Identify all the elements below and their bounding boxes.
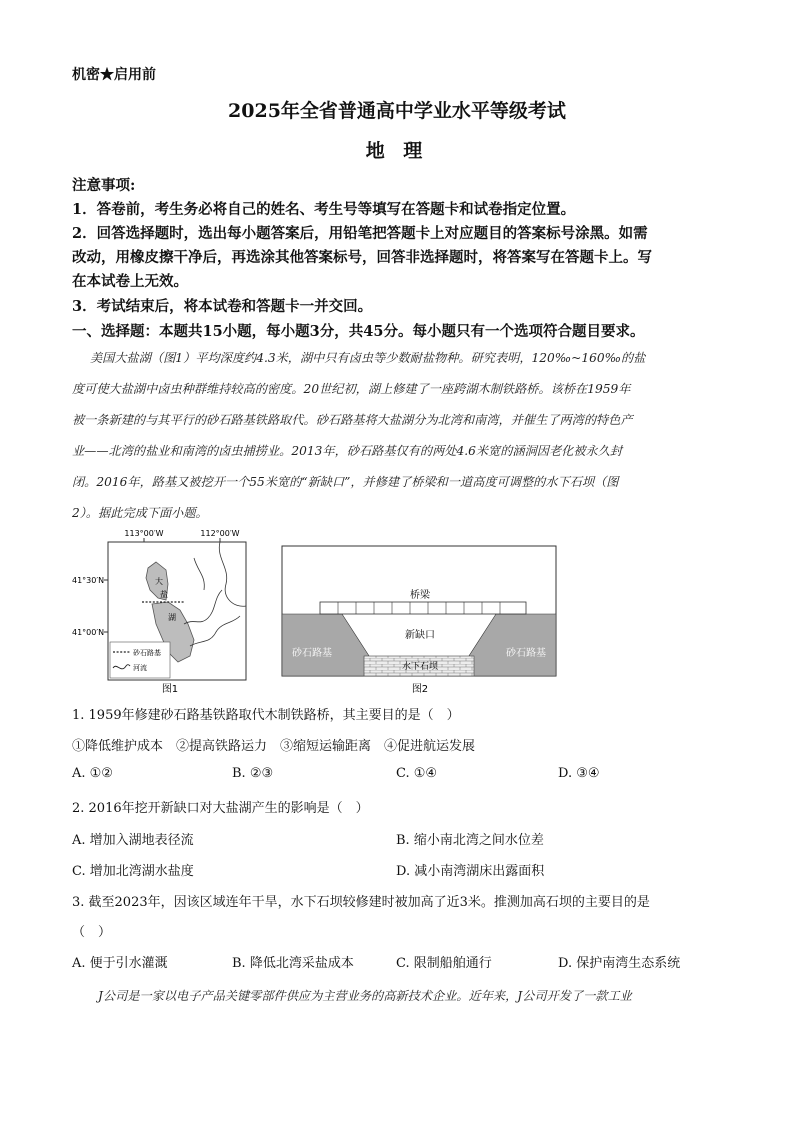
question-1-statements: ①降低维护成本 ②提高铁路运力 ③缩短运输距离 ④促进航运发展 xyxy=(72,739,476,754)
figure1-caption: 图1 xyxy=(161,684,179,695)
q3-option-c: C. 限制船舶通行 xyxy=(396,956,492,971)
q2-option-d: D. 减小南湾湖床出露面积 xyxy=(396,864,545,879)
q3-option-d: D. 保护南湾生态系统 xyxy=(558,956,681,971)
passage1-line-5: 闭。2016年，路基又被挖开一个55米宽的“新缺口”，并修建了桥梁和一道高度可调整的水下石坝（图 xyxy=(72,475,619,489)
passage1-line-3: 被一条新建的与其平行的砂石路基铁路取代。砂石路基将大盐湖分为北湾和南湾，并催生了两湾的特色产 xyxy=(72,413,633,427)
passage1-line-2: 度可使大盐湖中卤虫种群维持较高的密度。20世纪初，湖上修建了一座跨湖木制铁路桥。该桥在1959年 xyxy=(72,382,631,396)
figure2-diagram xyxy=(280,544,570,698)
q3-option-b: B. 降低北湾采盐成本 xyxy=(232,956,354,971)
q3-option-a: A. 便于引水灌溉 xyxy=(72,956,168,971)
figure2-caption: 图2 xyxy=(411,684,429,695)
lat-label-4130: 41°30′N xyxy=(72,576,105,585)
question-3-stem: 3. 截至2023年，因该区域连年干旱，水下石坝较修建时被加高了近3米。推测加高石坝的主要目的是 xyxy=(72,895,650,910)
confidential-mark: 机密★启用前 xyxy=(72,67,156,83)
notice-line-1: 1．答卷前，考生务必将自己的姓名、考生号等填写在答题卡和试卷指定位置。 xyxy=(72,201,576,218)
question-2-stem: 2. 2016年挖开新缺口对大盐湖产生的影响是（ ） xyxy=(72,801,369,816)
q2-option-b: B. 缩小南北湾之间水位差 xyxy=(396,833,544,848)
gap-label: 新缺口 xyxy=(405,630,435,641)
question-1-stem: 1. 1959年修建砂石路基铁路取代木制铁路桥，其主要目的是（ ） xyxy=(72,708,460,723)
right-base-label: 砂石路基 xyxy=(506,648,546,659)
notice-heading: 注意事项: xyxy=(72,177,136,194)
legend-river-label: 河流 xyxy=(133,664,147,672)
bridge-label: 桥梁 xyxy=(410,590,430,601)
q1-option-d: D. ③④ xyxy=(558,766,600,781)
notice-line-4: 在本试卷上无效。 xyxy=(72,273,188,290)
lon-label-112: 112°00′W xyxy=(200,529,240,538)
legend-causeway-label: 砂石路基 xyxy=(133,649,161,657)
q1-option-a: A. ①② xyxy=(72,766,113,781)
figure1-map xyxy=(72,528,260,698)
map-legend xyxy=(110,642,170,678)
notice-line-5: 3．考试结束后，将本试卷和答题卡一并交回。 xyxy=(72,298,373,315)
notice-line-2: 2．回答选择题时，选出每小题答案后，用铅笔把答题卡上对应题目的答案标号涂黑。如需 xyxy=(72,225,648,242)
left-base-label: 砂石路基 xyxy=(292,648,332,659)
bridge-deck xyxy=(320,602,526,614)
lon-label-113: 113°00′W xyxy=(124,529,164,538)
section1-heading: 一、选择题：本题共15小题，每小题3分，共45分。每小题只有一个选项符合题目要求。 xyxy=(72,323,645,340)
exam-subject: 地 理 xyxy=(365,140,429,162)
q1-option-b: B. ②③ xyxy=(232,766,274,781)
q2-option-c: C. 增加北湾湖水盐度 xyxy=(72,864,194,879)
q2-option-a: A. 增加入湖地表径流 xyxy=(72,833,194,848)
notice-line-3: 改动，用橡皮擦干净后，再选涂其他答案标号，回答非选择题时，将答案写在答题卡上。写 xyxy=(72,249,652,266)
lake-label-2: 盐 xyxy=(160,590,168,599)
passage1-line-1: 美国大盐湖（图1）平均深度约4.3米，湖中只有卤虫等少数耐盐物种。研究表明，120‰~160‰的盐 xyxy=(90,351,646,365)
passage1-line-6: 2）。据此完成下面小题。 xyxy=(72,506,208,520)
dam-label: 水下石坝 xyxy=(401,662,439,672)
exam-title: 2025年全省普通高中学业水平等级考试 xyxy=(228,100,566,122)
lake-label-1: 大 xyxy=(155,577,163,586)
lat-label-4100: 41°00′N xyxy=(72,628,105,637)
lake-label-3: 湖 xyxy=(168,613,176,622)
question-3-stem-cont: （ ） xyxy=(72,925,112,940)
q1-option-c: C. ①④ xyxy=(396,766,438,781)
passage2-line-1: J公司是一家以电子产品关键零部件供应为主营业务的高新技术企业。近年来，J公司开发了一款工业 xyxy=(98,989,632,1003)
passage1-line-4: 业——北湾的盐业和南湾的卤虫捕捞业。2013年，砂石路基仅有的两处4.6米宽的涵洞因老化被永久封 xyxy=(72,444,623,458)
